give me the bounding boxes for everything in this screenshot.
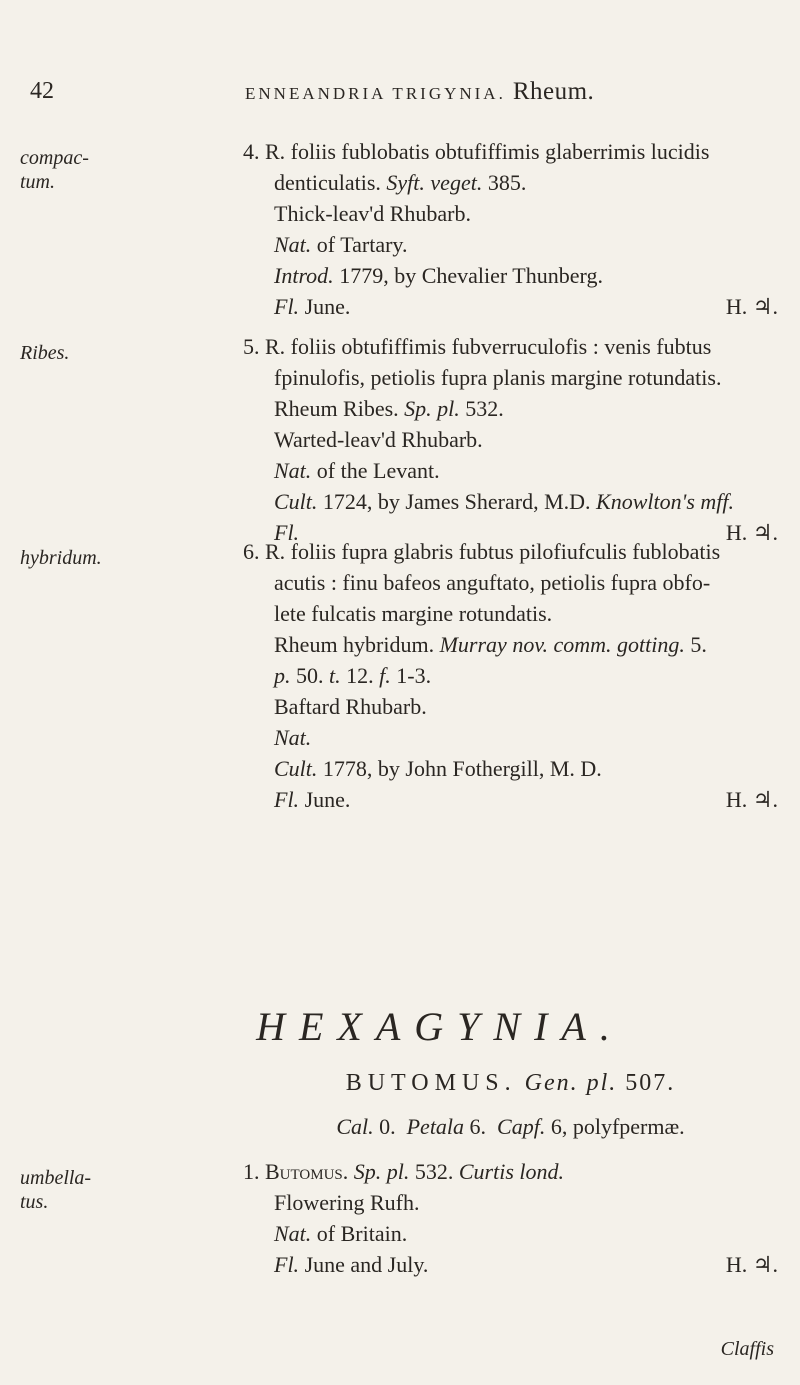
habit-symbol: H. ♃. [725, 294, 778, 319]
margin-note-ribes: Ribes. [20, 342, 70, 364]
habit-symbol: H. ♃. [725, 520, 778, 545]
margin-note-umbellatus: umbella- tus. [20, 1167, 92, 1213]
margin-note-compactum: compac- tum. [20, 147, 89, 193]
species-entry-6: 6. R. foliis fupra glabris fubtus pilofiufculis fublobatis acutis : finu bafeos anguftato, petiolis fupra obfo- lete fulcatis margine rotundatis. Rheum hybridum. Murray nov. comm. gotting. 5. p. 50. t. 12. f. 1-3. Baftard Rhubarb. Nat. Cult. 1778, by John Fothergill, M. D. Fl. June. H. ♃. [243, 536, 778, 815]
page-number: 42 [30, 78, 54, 104]
catchword: Claffis [720, 1338, 774, 1360]
genus-characters: Cal. 0. Petala 6. Capf. 6, polyfpermæ. [336, 1114, 685, 1139]
genus-heading: BUTOMUS. Gen. pl. 507. [345, 1070, 676, 1096]
habit-symbol: H. ♃. [725, 787, 778, 812]
genus-title: Rheum. [512, 78, 595, 105]
running-title [245, 78, 594, 106]
section-heading: HEXAGYNIA. [256, 1004, 624, 1049]
species-entry-4: 4. R. foliis fublobatis obtufiffimis glaberrimis lucidis denticulatis. Syft. veget. 385. Thick-leav'd Rhubarb. Nat. of Tartary. Introd. 1779, by Chevalier Thunberg. Fl. June. H. ♃. [243, 136, 778, 322]
species-entry-butomus: 1. Butomus. Sp. pl. 532. Curtis lond. Flowering Rufh. Nat. of Britain. Fl. June and July. H. ♃. [243, 1156, 778, 1280]
running-header [0, 78, 800, 118]
habit-symbol: H. ♃. [725, 1252, 778, 1277]
margin-note-hybridum: hybridum. [20, 547, 102, 569]
class-name: ENNEANDRIA TRIGYNIA. [245, 84, 506, 103]
species-entry-5: 5. R. foliis obtufiffimis fubverruculofis : venis fubtus fpinulofis, petiolis fupra planis margine rotundatis. Rheum Ribes. Sp. pl. 532. Warted-leav'd Rhubarb. Nat. of the Levant. Cult. 1724, by James Sherard, M.D. Knowlton's mff. Fl. H. ♃. [243, 331, 778, 548]
